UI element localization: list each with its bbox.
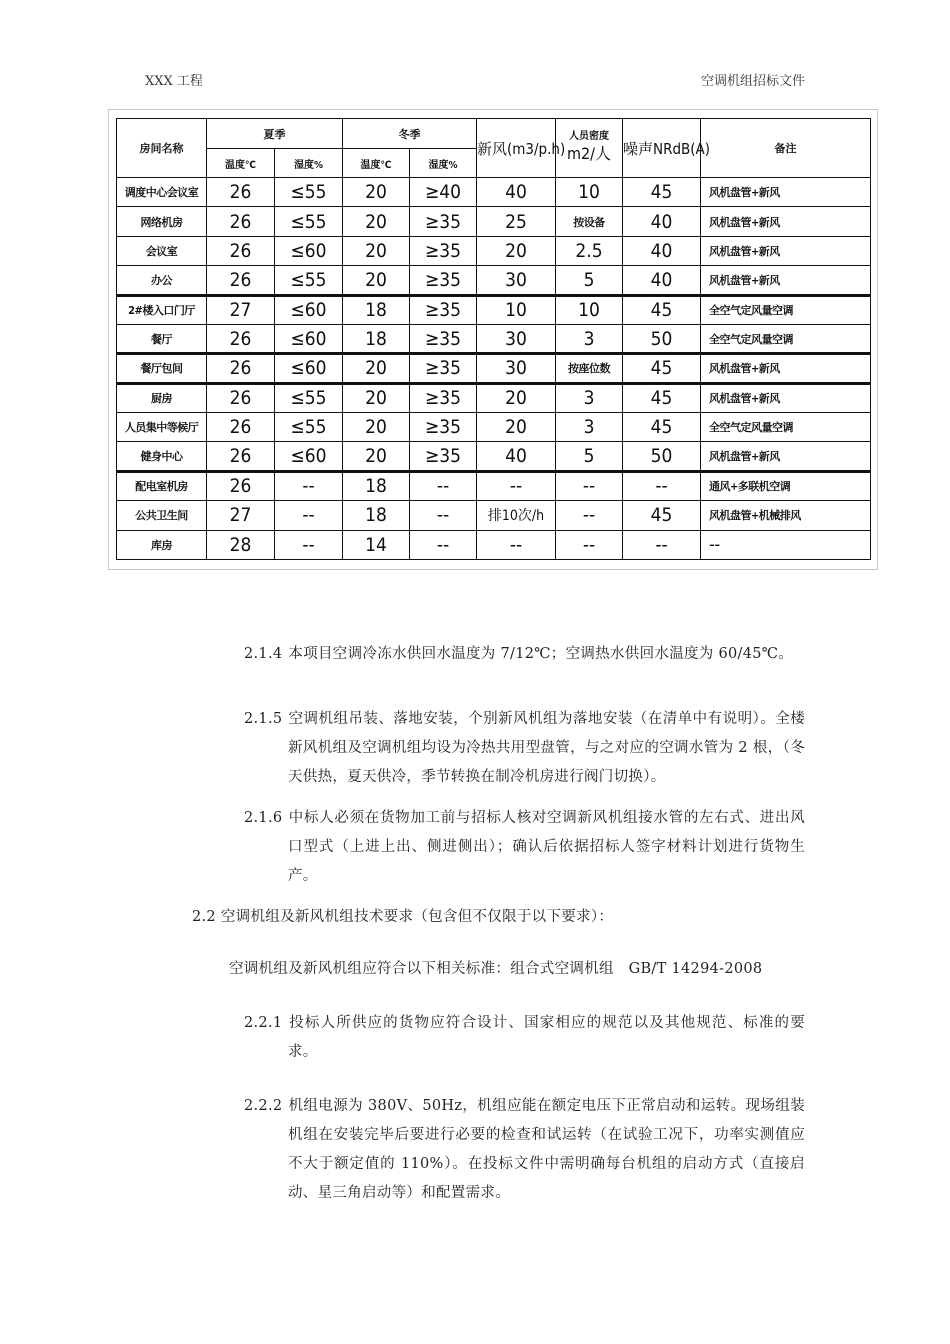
noise-cell: 45 xyxy=(623,501,701,530)
header-document-title: 空调机组招标文件 xyxy=(700,74,805,89)
header-summer-humidity: 湿度% xyxy=(275,149,343,178)
header-project-name: XXX 工程 xyxy=(145,74,203,89)
room-name-cell: 厨房 xyxy=(117,383,207,412)
summer-temp-cell: 27 xyxy=(207,501,275,530)
density-cell: -- xyxy=(556,501,623,530)
summer-humidity-cell: ≤55 xyxy=(275,178,343,207)
noise-cell: 45 xyxy=(623,295,701,324)
fresh-air-cell: 40 xyxy=(477,442,556,471)
table-row xyxy=(117,442,871,471)
winter-temp-cell: 20 xyxy=(343,266,410,295)
density-cell: 按设备 xyxy=(556,207,623,236)
room-name-cell: 调度中心会议室 xyxy=(117,178,207,207)
density-cell: 3 xyxy=(556,383,623,412)
clause-number: 2.2.1 xyxy=(244,1015,283,1031)
fresh-air-cell: 25 xyxy=(477,207,556,236)
clause-text: 投标人所供应的货物应符合设计、国家相应的规范以及其他规范、标准的要求。 xyxy=(288,1015,805,1060)
room-name-cell: 会议室 xyxy=(117,236,207,265)
room-name-cell: 餐厅 xyxy=(117,324,207,353)
clause-2-1-5 xyxy=(244,705,805,792)
summer-temp-cell: 26 xyxy=(207,471,275,500)
noise-cell: 40 xyxy=(623,207,701,236)
density-cell: 5 xyxy=(556,266,623,295)
density-cell: 10 xyxy=(556,295,623,324)
winter-temp-cell: 18 xyxy=(343,501,410,530)
remark-cell: -- xyxy=(701,530,871,560)
table-row xyxy=(117,266,871,295)
winter-temp-cell: 20 xyxy=(343,413,410,442)
remark-cell: 风机盘管+新风 xyxy=(701,207,871,236)
noise-cell: -- xyxy=(623,471,701,500)
summer-humidity-cell: ≤60 xyxy=(275,354,343,383)
summer-humidity-cell: -- xyxy=(275,530,343,560)
winter-humidity-cell: -- xyxy=(410,501,477,530)
table-row xyxy=(117,295,871,324)
winter-temp-cell: 20 xyxy=(343,236,410,265)
header-winter: 冬季 xyxy=(343,119,477,149)
room-name-cell: 配电室机房 xyxy=(117,471,207,500)
summer-temp-cell: 27 xyxy=(207,295,275,324)
header-summer: 夏季 xyxy=(207,119,343,149)
density-cell: -- xyxy=(556,471,623,500)
density-cell: 5 xyxy=(556,442,623,471)
room-name-cell: 餐厅包间 xyxy=(117,354,207,383)
header-density xyxy=(556,119,623,178)
remark-cell: 通风+多联机空调 xyxy=(701,471,871,500)
table-row xyxy=(117,354,871,383)
summer-temp-cell: 26 xyxy=(207,413,275,442)
summer-humidity-cell: ≤60 xyxy=(275,295,343,324)
clause-2-1-4 xyxy=(244,640,805,669)
density-cell: -- xyxy=(556,530,623,560)
winter-humidity-cell: ≥35 xyxy=(410,354,477,383)
remark-cell: 风机盘管+新风 xyxy=(701,236,871,265)
clause-number: 2.1.5 xyxy=(244,711,283,727)
winter-humidity-cell: ≥35 xyxy=(410,413,477,442)
header-winter-humidity: 湿度% xyxy=(410,149,477,178)
remark-cell: 风机盘管+新风 xyxy=(701,266,871,295)
winter-humidity-cell: ≥35 xyxy=(410,236,477,265)
remark-cell: 风机盘管+机械排风 xyxy=(701,501,871,530)
winter-temp-cell: 20 xyxy=(343,442,410,471)
summer-humidity-cell: ≤55 xyxy=(275,207,343,236)
clause-text: 机组电源为 380V、50Hz，机组应能在额定电压下正常启动和运转。现场组装机组在安装完毕后要进行必要的检查和试运转（在试验工况下，功率实测值应不大于额定值的 110%）。在投标文件中需明确每台机组的启动方式（直接启动、星三角启动等）和配置需求。 xyxy=(288,1098,805,1201)
summer-temp-cell: 26 xyxy=(207,266,275,295)
noise-cell: 40 xyxy=(623,236,701,265)
clause-text: 空调机组吊装、落地安装，个别新风机组为落地安装（在清单中有说明）。全楼新风机组及空调机组均设为冷热共用型盘管，与之对应的空调水管为 2 根，（冬天供热，夏天供冷，季节转换在制冷机房进行阀门切换）。 xyxy=(288,711,805,785)
winter-temp-cell: 18 xyxy=(343,324,410,353)
noise-cell: 45 xyxy=(623,383,701,412)
fresh-air-cell: 20 xyxy=(477,236,556,265)
noise-cell: 50 xyxy=(623,324,701,353)
density-cell: 2.5 xyxy=(556,236,623,265)
room-name-cell: 办公 xyxy=(117,266,207,295)
clause-number: 2.1.4 xyxy=(244,646,283,662)
fresh-air-cell: 40 xyxy=(477,178,556,207)
noise-cell: 40 xyxy=(623,266,701,295)
clause-2-1-6 xyxy=(244,804,805,891)
header-density-unit: m2/人 xyxy=(566,144,612,163)
table-row xyxy=(117,178,871,207)
table-row xyxy=(117,530,871,560)
noise-cell: 50 xyxy=(623,442,701,471)
summer-temp-cell: 28 xyxy=(207,530,275,560)
winter-temp-cell: 14 xyxy=(343,530,410,560)
fresh-air-cell: 30 xyxy=(477,324,556,353)
winter-humidity-cell: ≥35 xyxy=(410,266,477,295)
noise-cell: 45 xyxy=(623,178,701,207)
winter-temp-cell: 18 xyxy=(343,471,410,500)
remark-cell: 风机盘管+新风 xyxy=(701,442,871,471)
room-name-cell: 公共卫生间 xyxy=(117,501,207,530)
table-row xyxy=(117,236,871,265)
summer-temp-cell: 26 xyxy=(207,383,275,412)
density-cell: 3 xyxy=(556,413,623,442)
winter-temp-cell: 20 xyxy=(343,178,410,207)
winter-humidity-cell: ≥35 xyxy=(410,295,477,324)
summer-humidity-cell: ≤55 xyxy=(275,266,343,295)
table-row xyxy=(117,324,871,353)
header-room-name: 房间名称 xyxy=(117,119,207,178)
summer-humidity-cell: ≤60 xyxy=(275,324,343,353)
standards-line: 空调机组及新风机组应符合以下相关标准：组合式空调机组 GB/T 14294-2008 xyxy=(229,961,763,977)
remark-cell: 全空气定风量空调 xyxy=(701,324,871,353)
fresh-air-cell: 10 xyxy=(477,295,556,324)
header-remark: 备注 xyxy=(701,119,871,178)
noise-cell: -- xyxy=(623,530,701,560)
table-row xyxy=(117,207,871,236)
table-row xyxy=(117,383,871,412)
noise-cell: 45 xyxy=(623,413,701,442)
clause-text: 本项目空调冷冻水供回水温度为 7/12℃；空调热水供回水温度为 60/45℃。 xyxy=(288,646,794,662)
summer-temp-cell: 26 xyxy=(207,324,275,353)
remark-cell: 风机盘管+新风 xyxy=(701,178,871,207)
density-cell: 10 xyxy=(556,178,623,207)
room-name-cell: 2#楼入口门厅 xyxy=(117,295,207,324)
winter-temp-cell: 18 xyxy=(343,295,410,324)
summer-humidity-cell: ≤55 xyxy=(275,383,343,412)
winter-humidity-cell: ≥35 xyxy=(410,442,477,471)
remark-cell: 风机盘管+新风 xyxy=(701,383,871,412)
header-fresh-air: 新风(m3/p.h) xyxy=(477,119,556,178)
summer-humidity-cell: ≤60 xyxy=(275,236,343,265)
room-name-cell: 人员集中等候厅 xyxy=(117,413,207,442)
fresh-air-cell: -- xyxy=(477,530,556,560)
room-name-cell: 库房 xyxy=(117,530,207,560)
winter-humidity-cell: ≥35 xyxy=(410,207,477,236)
summer-humidity-cell: ≤60 xyxy=(275,442,343,471)
summer-temp-cell: 26 xyxy=(207,442,275,471)
clause-text: 中标人必须在货物加工前与招标人核对空调新风机组接水管的左右式、进出风口型式（上进上出、侧进侧出）；确认后依据招标人签字材料计划进行货物生产。 xyxy=(288,810,805,884)
header-noise: 噪声NRdB(A) xyxy=(623,119,701,178)
room-name-cell: 健身中心 xyxy=(117,442,207,471)
remark-cell: 全空气定风量空调 xyxy=(701,413,871,442)
clause-number: 2.1.6 xyxy=(244,810,283,826)
winter-humidity-cell: -- xyxy=(410,530,477,560)
density-cell: 3 xyxy=(556,324,623,353)
summer-humidity-cell: -- xyxy=(275,471,343,500)
fresh-air-cell: 20 xyxy=(477,383,556,412)
winter-humidity-cell: ≥35 xyxy=(410,324,477,353)
summer-temp-cell: 26 xyxy=(207,207,275,236)
summer-humidity-cell: -- xyxy=(275,501,343,530)
table-row xyxy=(117,413,871,442)
remark-cell: 风机盘管+新风 xyxy=(701,354,871,383)
fresh-air-cell: 20 xyxy=(477,413,556,442)
header-density-title: 人员密度 xyxy=(569,131,609,142)
table-row xyxy=(117,501,871,530)
density-cell: 按座位数 xyxy=(556,354,623,383)
design-parameters-table xyxy=(116,118,871,560)
winter-temp-cell: 20 xyxy=(343,383,410,412)
clause-2-2-1 xyxy=(244,1009,805,1067)
fresh-air-cell: -- xyxy=(477,471,556,500)
remark-cell: 全空气定风量空调 xyxy=(701,295,871,324)
winter-humidity-cell: ≥35 xyxy=(410,383,477,412)
winter-humidity-cell: ≥40 xyxy=(410,178,477,207)
table-row xyxy=(117,471,871,500)
summer-temp-cell: 26 xyxy=(207,178,275,207)
fresh-air-cell: 30 xyxy=(477,266,556,295)
winter-temp-cell: 20 xyxy=(343,354,410,383)
noise-cell: 45 xyxy=(623,354,701,383)
summer-temp-cell: 26 xyxy=(207,354,275,383)
winter-humidity-cell: -- xyxy=(410,471,477,500)
summer-temp-cell: 26 xyxy=(207,236,275,265)
summer-humidity-cell: ≤55 xyxy=(275,413,343,442)
clause-2-2-2 xyxy=(244,1092,805,1208)
section-2-2-heading: 2.2 空调机组及新风机组技术要求（包含但不仅限于以下要求）： xyxy=(192,909,614,925)
fresh-air-cell: 排10次/h xyxy=(477,501,556,530)
room-name-cell: 网络机房 xyxy=(117,207,207,236)
header-summer-temp: 温度℃ xyxy=(207,149,275,178)
header-winter-temp: 温度℃ xyxy=(343,149,410,178)
winter-temp-cell: 20 xyxy=(343,207,410,236)
fresh-air-cell: 30 xyxy=(477,354,556,383)
clause-number: 2.2.2 xyxy=(244,1098,283,1114)
